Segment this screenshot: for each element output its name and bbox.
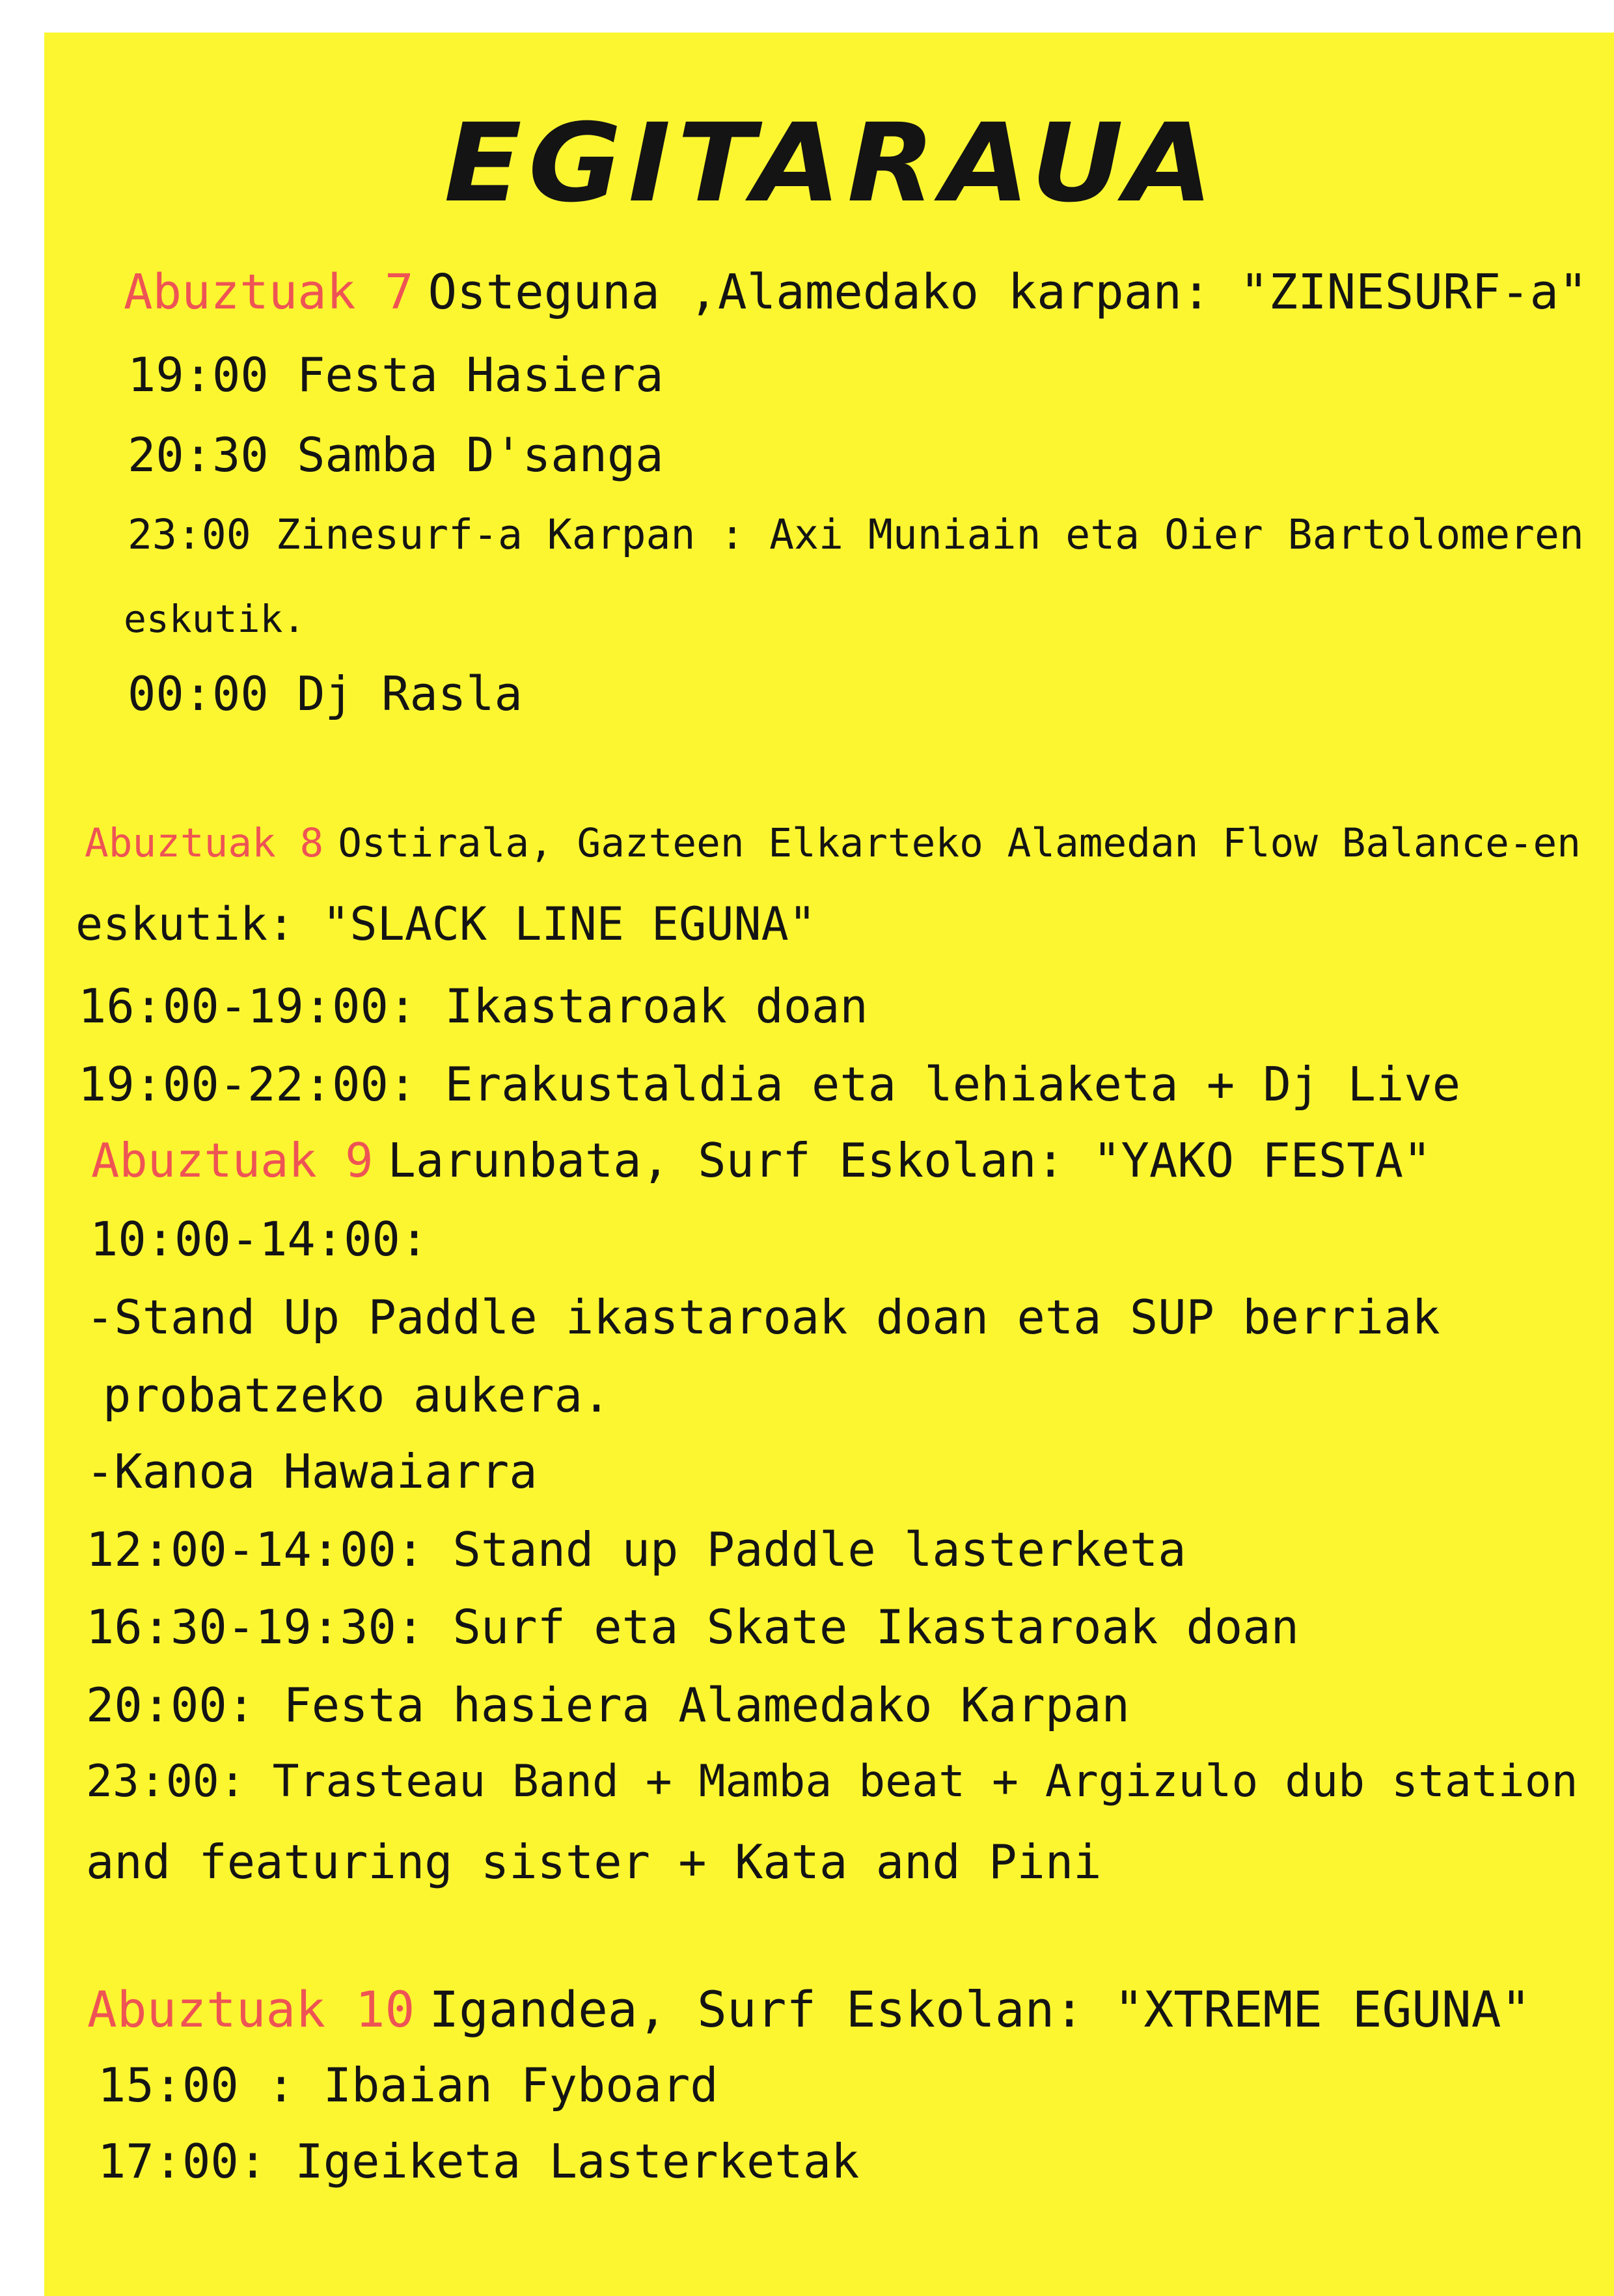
day-3-heading <box>91 1133 1432 1188</box>
day-3-date: Abuztuak 9 <box>91 1133 374 1188</box>
day-4-date: Abuztuak 10 <box>87 1980 415 2038</box>
day-2-line-1: 16:00-19:00: Ikastaroak doan <box>78 979 868 1033</box>
day-3-line-1: 10:00-14:00: <box>90 1212 429 1266</box>
day-3-line-5: 12:00-14:00: Stand up Paddle lasterketa <box>86 1522 1186 1577</box>
poster <box>44 33 1614 2296</box>
day-2-date: Abuztuak 8 <box>85 820 324 866</box>
day-1-heading-text: Osteguna ,Alamedako karpan: "ZINESURF-a" <box>428 264 1588 320</box>
day-2-heading <box>85 820 1581 866</box>
day-3-line-2: -Stand Up Paddle ikastaroak doan eta SUP berriak <box>86 1290 1440 1345</box>
day-3-line-7: 20:00: Festa hasiera Alamedako Karpan <box>86 1678 1130 1732</box>
day-2-heading-cont: eskutik: "SLACK LINE EGUNA" <box>75 897 816 951</box>
day-1-line-3: 23:00 Zinesurf-a Karpan : Axi Muniain eta Oier Bartolomeren <box>128 511 1584 558</box>
poster-title: EGITARAUA <box>444 101 1220 226</box>
day-1-line-1: 19:00 Festa Hasiera <box>128 348 664 402</box>
day-3-heading-text: Larunbata, Surf Eskolan: "YAKO FESTA" <box>387 1133 1432 1188</box>
day-3-line-9: and featuring sister + Kata and Pini <box>86 1835 1102 1889</box>
day-1-heading <box>124 264 1588 320</box>
day-4-line-2: 17:00: Igeiketa Lasterketak <box>98 2134 860 2189</box>
day-4-heading <box>87 1980 1531 2038</box>
day-1-line-4: eskutik. <box>124 597 306 641</box>
day-3-line-6: 16:30-19:30: Surf eta Skate Ikastaroak doan <box>86 1600 1299 1654</box>
day-1-line-2: 20:30 Samba D'sanga <box>128 428 664 482</box>
day-2-line-2: 19:00-22:00: Erakustaldia eta lehiaketa + Dj Live <box>78 1057 1461 1112</box>
day-3-line-3: probatzeko aukera. <box>103 1368 611 1423</box>
day-4-heading-text: Igandea, Surf Eskolan: "XTREME EGUNA" <box>429 1980 1531 2038</box>
day-1-line-5: 00:00 Dj Rasla <box>128 666 523 721</box>
day-3-line-8: 23:00: Trasteau Band + Mamba beat + Argizulo dub station <box>86 1756 1578 1807</box>
day-1-date: Abuztuak 7 <box>124 264 414 320</box>
day-4-line-1: 15:00 : Ibaian Fyboard <box>98 2058 718 2112</box>
day-3-line-4: -Kanoa Hawaiarra <box>86 1444 538 1499</box>
day-2-heading-text: Ostirala, Gazteen Elkarteko Alamedan Flow Balance-en <box>338 820 1581 866</box>
